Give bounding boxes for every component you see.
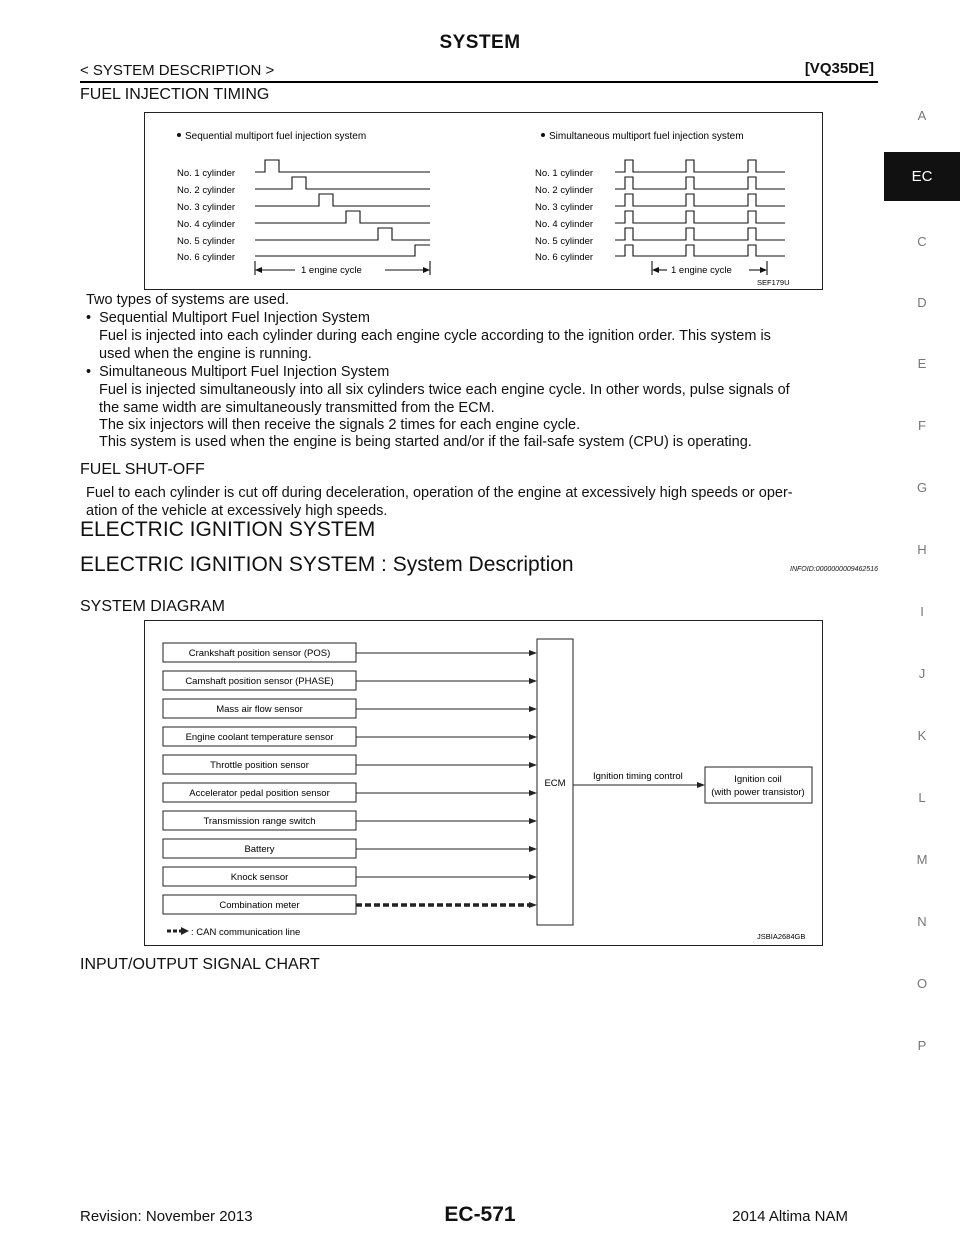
pulse-trace-cyl2 xyxy=(615,177,785,189)
arrow-head xyxy=(423,267,430,273)
fuel-shut-off-line: Fuel to each cylinder is cut off during deceleration, operation of the engine at excessively high speeds or oper- xyxy=(86,485,793,501)
section-title-electric-ignition: ELECTRIC IGNITION SYSTEM xyxy=(80,518,376,541)
index-tab-g[interactable]: G xyxy=(916,480,928,495)
pulse-trace-cyl3 xyxy=(615,194,785,206)
pulse-trace-cyl5 xyxy=(615,228,785,240)
sequential-line: used when the engine is running. xyxy=(99,346,312,362)
subsection-title: ELECTRIC IGNITION SYSTEM : System Description xyxy=(80,553,574,576)
arrow-head xyxy=(760,267,767,273)
arrow-head xyxy=(529,706,537,712)
input-label: Combination meter xyxy=(219,900,300,911)
index-tab-a[interactable]: A xyxy=(917,108,927,123)
breadcrumb: < SYSTEM DESCRIPTION > xyxy=(80,62,275,79)
bullet-dot xyxy=(541,133,545,137)
cylinder-label: No. 6 cylinder xyxy=(535,252,594,263)
ignition-timing-control-label: Ignition timing control xyxy=(593,771,683,782)
index-tab-m[interactable]: M xyxy=(916,852,928,867)
engine-cycle-label: 1 engine cycle xyxy=(671,265,732,276)
cylinder-label: No. 4 cylinder xyxy=(177,219,236,230)
pulse-trace-cyl3 xyxy=(255,194,430,206)
bullet-sequential-title: • Sequential Multiport Fuel Injection System xyxy=(86,310,370,326)
section-heading-fuel-injection-timing: FUEL INJECTION TIMING xyxy=(80,86,270,103)
pulse-trace-cyl4 xyxy=(615,211,785,223)
sequential-pulse-traces xyxy=(255,160,430,275)
arrow-head xyxy=(529,818,537,824)
simultaneous-line: the same width are simultaneously transmitted from the ECM. xyxy=(99,400,495,416)
index-tab-o[interactable]: O xyxy=(916,976,928,991)
arrow-head xyxy=(529,846,537,852)
sequential-cylinder-labels xyxy=(177,168,235,263)
revision-date: Revision: November 2013 xyxy=(80,1208,253,1225)
page-number: EC-571 xyxy=(444,1203,516,1226)
index-tab-c[interactable]: C xyxy=(917,234,927,249)
right-figure-title: Simultaneous multiport fuel injection system xyxy=(549,131,744,142)
index-tab-n[interactable]: N xyxy=(917,914,927,929)
simultaneous-line: Fuel is injected simultaneously into all six cylinders twice each engine cycle. In other words, pulse signals of xyxy=(99,382,790,398)
arrow-head xyxy=(529,734,537,740)
system-diagram-heading: SYSTEM DIAGRAM xyxy=(80,598,225,615)
index-tab-e[interactable]: E xyxy=(917,356,927,371)
cylinder-label: No. 5 cylinder xyxy=(177,236,236,247)
ignition-diagram-svg xyxy=(145,621,822,945)
pulse-trace-cyl4 xyxy=(255,211,430,223)
simultaneous-line: This system is used when the engine is being started and/or if the fail-safe system (CPU) is operating. xyxy=(99,434,752,450)
index-tab-f[interactable]: F xyxy=(918,418,926,433)
simultaneous-line: The six injectors will then receive the signals 2 times for each engine cycle. xyxy=(99,417,581,433)
index-tab-l[interactable]: L xyxy=(918,790,926,805)
simultaneous-title: Simultaneous Multiport Fuel Injection System xyxy=(99,364,390,380)
index-tab-i[interactable]: I xyxy=(920,604,924,619)
sequential-title: Sequential Multiport Fuel Injection System xyxy=(99,310,370,326)
index-tab-d[interactable]: D xyxy=(917,295,927,310)
index-tab-p[interactable]: P xyxy=(917,1038,927,1053)
engine-model: [VQ35DE] xyxy=(804,60,874,77)
cylinder-label: No. 3 cylinder xyxy=(177,202,236,213)
ecm-label: ECM xyxy=(544,778,566,789)
cylinder-label: No. 1 cylinder xyxy=(177,168,236,179)
index-tab-j[interactable]: J xyxy=(918,666,926,681)
section-heading-fuel-shut-off: FUEL SHUT-OFF xyxy=(80,461,205,478)
input-label: Engine coolant temperature sensor xyxy=(185,732,334,743)
vehicle-label: 2014 Altima NAM xyxy=(732,1208,848,1225)
pulse-trace-cyl5 xyxy=(255,228,430,240)
ignition-system-diagram xyxy=(144,620,823,946)
cylinder-label: No. 1 cylinder xyxy=(535,168,594,179)
engine-cycle-label: 1 engine cycle xyxy=(301,265,362,276)
figure-code: SEF179U xyxy=(757,278,790,287)
arrow-head xyxy=(529,874,537,880)
io-signal-chart-heading: INPUT/OUTPUT SIGNAL CHART xyxy=(80,956,320,973)
input-label: Throttle position sensor xyxy=(210,760,309,771)
cylinder-label: No. 2 cylinder xyxy=(177,185,236,196)
input-label: Transmission range switch xyxy=(203,816,316,827)
input-label: Accelerator pedal position sensor xyxy=(189,788,330,799)
input-label: Mass air flow sensor xyxy=(216,704,303,715)
pulse-trace-cyl1 xyxy=(255,160,430,172)
ignition-coil-sublabel: (with power transistor) xyxy=(711,787,805,798)
simultaneous-pulse-traces xyxy=(615,160,785,275)
injection-timing-diagram xyxy=(145,113,822,289)
left-figure-title: Sequential multiport fuel injection system xyxy=(185,131,367,142)
input-label: Battery xyxy=(244,844,275,855)
cylinder-label: No. 6 cylinder xyxy=(177,252,236,263)
bullet-dot xyxy=(177,133,181,137)
arrow-head xyxy=(181,927,189,935)
header-rule xyxy=(80,81,878,83)
pulse-trace-cyl6 xyxy=(255,245,430,256)
arrow-head xyxy=(529,678,537,684)
pulse-trace-cyl2 xyxy=(255,177,430,189)
arrow-head xyxy=(529,790,537,796)
cylinder-label: No. 3 cylinder xyxy=(535,202,594,213)
pulse-trace-cyl1 xyxy=(615,160,785,172)
simultaneous-cylinder-labels xyxy=(535,168,593,263)
info-id: INFOID:0000000009462516 xyxy=(790,566,878,573)
arrow-head xyxy=(255,267,262,273)
ignition-coil-label: Ignition coil xyxy=(734,774,782,785)
injection-timing-figure xyxy=(144,112,823,290)
figure-code: JSBIA2684GB xyxy=(757,932,806,941)
input-label: Crankshaft position sensor (POS) xyxy=(188,648,331,659)
sequential-line: Fuel is injected into each cylinder during each engine cycle according to the ignition order. This system is xyxy=(99,328,771,344)
legend-label: : CAN communication line xyxy=(191,927,301,938)
input-label: Camshaft position sensor (PHASE) xyxy=(185,676,334,687)
input-label: Knock sensor xyxy=(230,872,289,883)
index-tab-ec[interactable]: EC xyxy=(884,152,960,201)
index-tab-k[interactable]: K xyxy=(917,728,927,743)
arrow-head xyxy=(529,650,537,656)
input-boxes xyxy=(163,643,537,914)
types-intro: Two types of systems are used. xyxy=(86,292,290,308)
cylinder-label: No. 5 cylinder xyxy=(535,236,594,247)
arrow-head xyxy=(697,782,705,788)
arrow-head xyxy=(652,267,659,273)
page-title: SYSTEM xyxy=(439,32,521,53)
arrow-head xyxy=(529,762,537,768)
cylinder-label: No. 4 cylinder xyxy=(535,219,594,230)
index-tab-h[interactable]: H xyxy=(917,542,927,557)
cylinder-label: No. 2 cylinder xyxy=(535,185,594,196)
bullet-simultaneous-title: • Simultaneous Multiport Fuel Injection System xyxy=(86,364,390,380)
arrow-head xyxy=(529,902,537,908)
pulse-trace-cyl6 xyxy=(615,245,785,256)
fuel-shut-off-line: ation of the vehicle at excessively high speeds. xyxy=(86,503,388,519)
